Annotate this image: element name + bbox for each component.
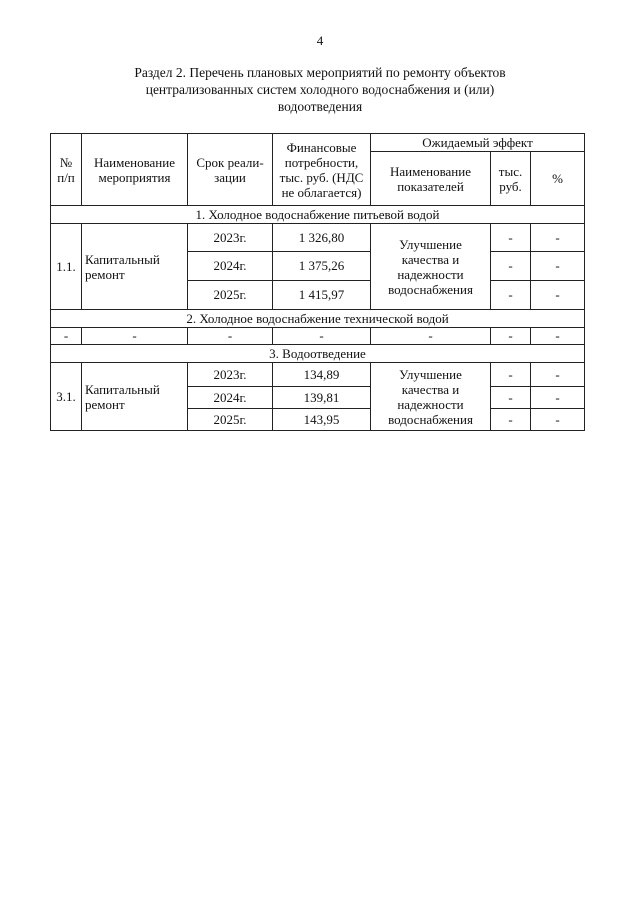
percent-cell: - (531, 363, 585, 387)
header-indicator: Наименование показателей (371, 152, 491, 206)
amount-cell: 139,81 (273, 387, 371, 409)
heading-line-2: централизованных систем холодного водоснабжения и (или) (145, 82, 495, 97)
heading-line-1: Раздел 2. Перечень плановых мероприятий по ремонту объектов (134, 65, 506, 80)
empty-cell: - (82, 328, 188, 345)
heading-line-3: водоотведения (277, 99, 363, 114)
measures-table (50, 133, 585, 431)
amount-cell: 134,89 (273, 363, 371, 387)
empty-cell: - (188, 328, 273, 345)
year-cell: 2025г. (188, 409, 273, 431)
activity-name: Капитальный ремонт (82, 224, 188, 310)
row-number: 3.1. (51, 363, 82, 431)
year-cell: 2024г. (188, 252, 273, 281)
amount-cell: 1 415,97 (273, 281, 371, 310)
amount-cell: 1 326,80 (273, 224, 371, 252)
percent-cell: - (531, 252, 585, 281)
empty-cell: - (273, 328, 371, 345)
year-cell: 2024г. (188, 387, 273, 409)
activity-name: Капитальный ремонт (82, 363, 188, 431)
rub-cell: - (491, 363, 531, 387)
section-title: 2. Холодное водоснабжение технической водой (51, 310, 585, 328)
rub-cell: - (491, 224, 531, 252)
rub-cell: - (491, 409, 531, 431)
page-number: 4 (316, 33, 324, 48)
percent-cell: - (531, 224, 585, 252)
rub-cell: - (491, 252, 531, 281)
header-finance: Финансовые потребности, тыс. руб. (НДС не облагается) (273, 134, 371, 206)
header-thousand-rub: тыс. руб. (491, 152, 531, 206)
percent-cell: - (531, 387, 585, 409)
indicator-cell: Улучшение качества и надежности водоснабжения (371, 224, 491, 310)
empty-cell: - (531, 328, 585, 345)
rub-cell: - (491, 281, 531, 310)
header-num: № п/п (51, 134, 82, 206)
header-activity: Наименование мероприятия (82, 134, 188, 206)
year-cell: 2023г. (188, 363, 273, 387)
year-cell: 2023г. (188, 224, 273, 252)
percent-cell: - (531, 281, 585, 310)
year-cell: 2025г. (188, 281, 273, 310)
section-title: 3. Водоотведение (51, 345, 585, 363)
section-title: 1. Холодное водоснабжение питьевой водой (51, 206, 585, 224)
row-number: 1.1. (51, 224, 82, 310)
percent-cell: - (531, 409, 585, 431)
empty-cell: - (491, 328, 531, 345)
empty-cell: - (371, 328, 491, 345)
amount-cell: 1 375,26 (273, 252, 371, 281)
rub-cell: - (491, 387, 531, 409)
empty-cell: - (51, 328, 82, 345)
header-percent: % (531, 152, 585, 206)
header-term: Срок реали-зации (188, 134, 273, 206)
header-expected-effect: Ожидаемый эффект (371, 134, 585, 152)
section-heading (60, 64, 580, 115)
amount-cell: 143,95 (273, 409, 371, 431)
indicator-cell: Улучшение качества и надежности водоснабжения (371, 363, 491, 431)
